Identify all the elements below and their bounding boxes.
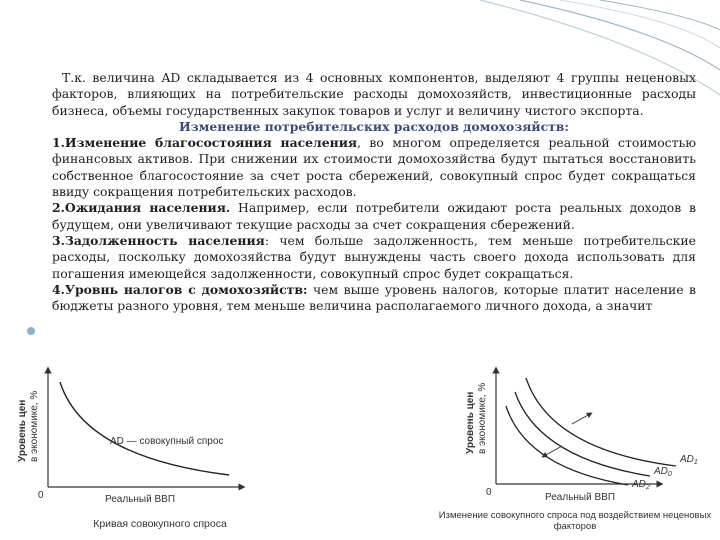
ad1-label: $AD_1$	[680, 454, 698, 466]
item-3	[52, 233, 696, 282]
item-2-text: Например, если потребители ожидают роста реальных доходов в будущем, они увеличивают текущие расходы за счет сокращения сбережений.	[52, 200, 696, 232]
x-axis-label: Реальный ВВП	[545, 492, 615, 503]
origin-label: 0	[38, 490, 44, 501]
section-heading: Изменение потребительских расходов домохозяйств:	[179, 118, 569, 134]
item-2-title: 2.Ожидания населения.	[52, 200, 231, 216]
item-4	[52, 282, 696, 315]
item-2	[52, 200, 696, 233]
item-4-title: 4.Уровнь налогов с домохозяйств:	[52, 281, 308, 297]
caption-left: Кривая совокупного спроса	[93, 518, 227, 530]
ad0-curve	[515, 392, 650, 476]
item-1-title: 1.Изменение благосостояния населения	[52, 135, 358, 151]
x-axis-label: Реальный ВВП	[105, 494, 175, 505]
item-1	[52, 135, 696, 200]
caption-right-line1: Изменение совокупного спроса под воздействием неценовых	[438, 510, 712, 521]
y-axis-label-line2: в экономике, %	[29, 390, 40, 462]
item-3-text: : чем больше задолженность, тем меньше потребительские расходы, поскольку домохозяйства будут вынуждены часть своего дохода использовать для погашения имеющейся задолженности, совокупный спрос будет сокращаться.	[52, 232, 697, 281]
item-4-text: чем выше уровень налогов, которые платит население в бюджеты разного уровня, тем меньше величина располагаемого личного дохода, а значит	[52, 281, 696, 314]
shift-arrow-left	[544, 446, 562, 456]
ad2-curve	[506, 406, 628, 485]
y-axis-label-line1: Уровень цен	[17, 399, 28, 462]
y-axis-label-line1: Уровень цен	[465, 391, 476, 454]
caption-right	[430, 510, 720, 532]
ad1-curve	[526, 378, 676, 466]
origin-label: 0	[486, 487, 492, 498]
curve-label: AD — совокупный спрос	[110, 436, 224, 447]
ad0-label: $AD_0$	[654, 466, 672, 478]
graph-left	[14, 362, 254, 517]
ad2-label: $AD_2$	[632, 479, 650, 491]
item-3-title: 3.Задолженность населения	[52, 232, 265, 248]
y-axis-label-line2: в экономике, %	[477, 382, 488, 454]
shift-arrow-right	[572, 414, 590, 424]
graph-right	[440, 362, 720, 507]
item-1-text: , во многом определяется реальной стоимостью финансовых активов. При снижении их стоимости домохозяйства будут пытаться восстановить собственное благосостояние за счет роста сбережений, совокупный спрос будет сокращаться ввиду сокращения потребительских расходов.	[52, 135, 696, 200]
bullet-icon	[27, 327, 35, 335]
intro-paragraph: Т.к. величина AD складывается из 4 основных компонентов, выделяют 4 группы неценовых факторов, влияющих на потребительские расходы домохозяйств, инвестиционные расходы бизнеса, объемы государственных закупок товаров и услуг и величину чистого экспорта.	[52, 70, 696, 118]
caption-right-line2: факторов	[553, 521, 597, 532]
main-text	[52, 70, 696, 314]
ad-curve	[60, 382, 229, 475]
